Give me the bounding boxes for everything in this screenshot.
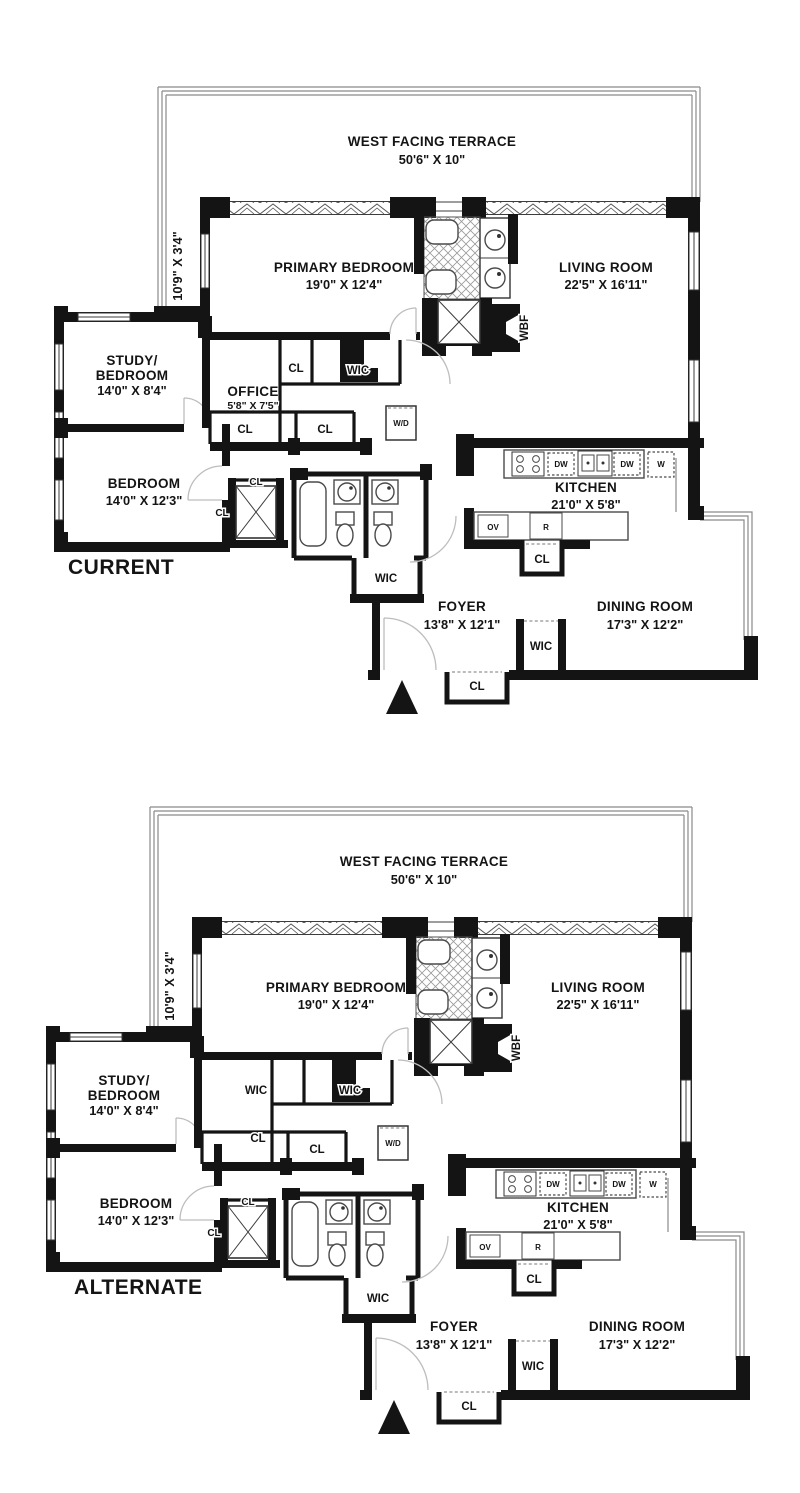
bedroom-label: BEDROOM	[99, 1196, 173, 1211]
plan-variant-label: CURRENT	[68, 556, 175, 579]
kitchen-dims: 21'0" X 5'8"	[551, 497, 621, 512]
closet-label-cl-elevator-top: CL	[249, 477, 263, 488]
terrace-dims: 50'6" X 10"	[390, 872, 458, 887]
refrigerator-label: R	[535, 1243, 541, 1252]
primary-bedroom-label: PRIMARY BEDROOM	[273, 260, 415, 275]
dining-room-label: DINING ROOM	[588, 1319, 686, 1334]
closet-label-cl-elevator-top: CL	[241, 1197, 255, 1208]
living-room-dims: 22'5" X 16'11"	[556, 997, 640, 1012]
oven-label: OV	[487, 523, 499, 532]
oven-label: OV	[479, 1243, 491, 1252]
primary-bedroom-dims: 19'0" X 12'4"	[297, 997, 375, 1012]
living-room-dims: 22'5" X 16'11"	[564, 277, 648, 292]
closet-label-cl-band2b: CL	[309, 1144, 325, 1156]
foyer-dims: 13'8" X 12'1"	[415, 1337, 493, 1352]
study-bedroom-dims: 14'0" X 8'4"	[89, 1103, 159, 1118]
washer-label: W	[657, 460, 665, 469]
kitchen-label: KITCHEN	[546, 1200, 610, 1215]
study-bedroom-label-1: STUDY/	[106, 353, 158, 368]
closet-label-cl-band2a: CL	[237, 424, 253, 436]
terrace-label: WEST FACING TERRACE	[339, 854, 509, 869]
floorplan-alternate	[44, 802, 754, 1452]
plan-variant-label: ALTERNATE	[74, 1276, 203, 1299]
closet-label-wic-band1a: WIC	[244, 1085, 268, 1097]
closet-label-cl-band1: CL	[288, 363, 304, 375]
closet-label-wic-hall: WIC	[366, 1293, 390, 1305]
dishwasher-label-2: DW	[612, 1180, 626, 1189]
closet-label-cl-band2b: CL	[317, 424, 333, 436]
study-bedroom-dims: 14'0" X 8'4"	[97, 383, 167, 398]
primary-bedroom-label: PRIMARY BEDROOM	[265, 980, 407, 995]
office-label: OFFICE	[227, 384, 279, 399]
closet-label-cl-elevator-left: CL	[207, 1228, 221, 1239]
washer-label: W	[649, 1180, 657, 1189]
bedroom-label: BEDROOM	[107, 476, 181, 491]
terrace-label: WEST FACING TERRACE	[347, 134, 517, 149]
terrace-dims: 50'6" X 10"	[398, 152, 466, 167]
floorplan-current	[52, 82, 762, 732]
closet-label-cl-elevator-left: CL	[215, 508, 229, 519]
closet-label-cl-kitchen: CL	[534, 554, 550, 566]
study-bedroom-label-2: BEDROOM	[95, 368, 169, 383]
kitchen-dims: 21'0" X 5'8"	[543, 1217, 613, 1232]
dining-room-label: DINING ROOM	[596, 599, 694, 614]
living-room-label: LIVING ROOM	[550, 980, 646, 995]
dishwasher-label-1: DW	[554, 460, 568, 469]
study-bedroom-label-1: STUDY/	[98, 1073, 150, 1088]
living-room-label: LIVING ROOM	[558, 260, 654, 275]
study-bedroom-label-2: BEDROOM	[87, 1088, 161, 1103]
closet-label-wic-band1b: WIC	[338, 1085, 362, 1097]
wbf-label: WBF	[519, 314, 531, 342]
terrace-side-dims: 10'9" X 3'4"	[170, 231, 185, 301]
dishwasher-label-2: DW	[620, 460, 634, 469]
foyer-label: FOYER	[429, 1319, 479, 1334]
dishwasher-label-1: DW	[546, 1180, 560, 1189]
closet-label-wic-dining: WIC	[521, 1361, 545, 1373]
wbf-label: WBF	[511, 1034, 523, 1062]
dining-room-dims: 17'3" X 12'2"	[606, 617, 684, 632]
foyer-dims: 13'8" X 12'1"	[423, 617, 501, 632]
closet-label-wic-hall: WIC	[374, 573, 398, 585]
foyer-label: FOYER	[437, 599, 487, 614]
closet-label-cl-entry: CL	[469, 681, 485, 693]
dining-room-dims: 17'3" X 12'2"	[598, 1337, 676, 1352]
office-dims: 5'8" X 7'5"	[227, 400, 279, 412]
closet-label-cl-band2a: CL	[250, 1133, 266, 1145]
primary-bedroom-dims: 19'0" X 12'4"	[305, 277, 383, 292]
kitchen-label: KITCHEN	[554, 480, 618, 495]
closet-label-wic-dining: WIC	[529, 641, 553, 653]
bedroom-dims: 14'0" X 12'3"	[105, 493, 183, 508]
washer-dryer-label: W/D	[393, 419, 409, 428]
bedroom-dims: 14'0" X 12'3"	[97, 1213, 175, 1228]
washer-dryer-label: W/D	[385, 1139, 401, 1148]
closet-label-wic-band1: WIC	[346, 365, 370, 377]
closet-label-cl-entry: CL	[461, 1401, 477, 1413]
refrigerator-label: R	[543, 523, 549, 532]
terrace-side-dims: 10'9" X 3'4"	[162, 951, 177, 1021]
closet-label-cl-kitchen: CL	[526, 1274, 542, 1286]
